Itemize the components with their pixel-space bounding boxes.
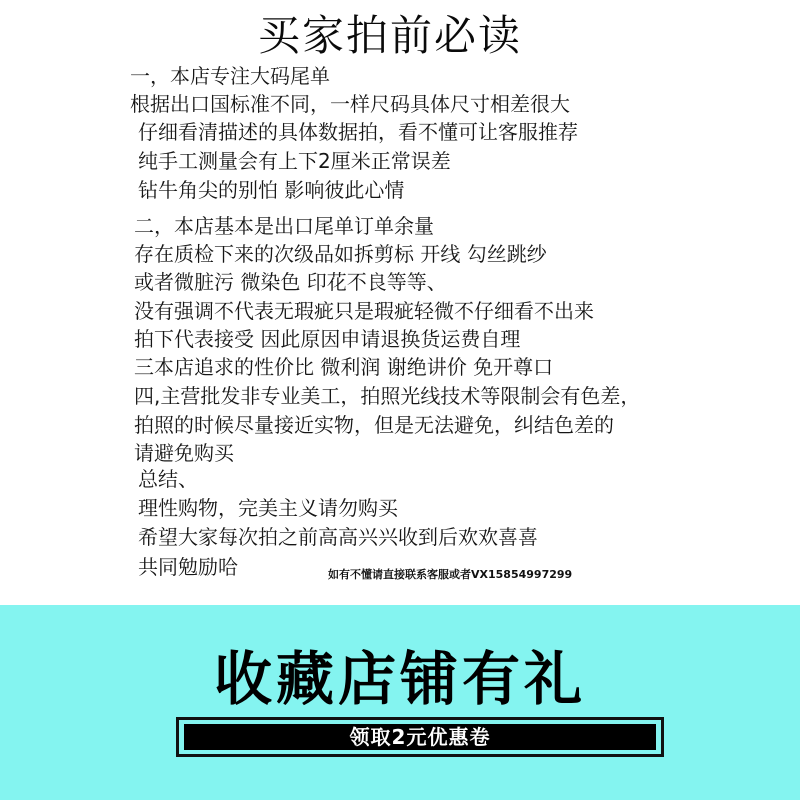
- coupon-label: 领取2元优惠卷: [184, 724, 656, 750]
- notice-line: 理性购物，完美主义请勿购买: [138, 496, 398, 520]
- notice-title: 买家拍前必读: [257, 11, 522, 60]
- notice-line: 总结、: [138, 467, 198, 491]
- notice-line: 没有强调不代表无瑕疵只是瑕疵轻微不仔细看不出来: [134, 299, 594, 323]
- notice-line: 拍照的时候尽量接近实物，但是无法避免，纠结色差的: [134, 413, 614, 437]
- notice-line: 根据出口国标准不同，一样尺码具体尺寸相差很大: [130, 92, 570, 116]
- notice-line: 或者微脏污 微染色 印花不良等等、: [134, 270, 447, 294]
- notice-line: 一，本店专注大码尾单: [130, 64, 330, 88]
- contact-note: 如有不懂请直接联系客服或者VX15854997299: [328, 568, 573, 581]
- notice-line: 请避免购买: [134, 441, 234, 465]
- notice-line: 二，本店基本是出口尾单订单余量: [134, 214, 434, 238]
- notice-line: 拍下代表接受 因此原因申请退换货运费自理: [134, 327, 521, 351]
- notice-line: 三本店追求的性价比 微利润 谢绝讲价 免开尊口: [134, 355, 554, 379]
- notice-line: 存在质检下来的次级品如拆剪标 开线 勾丝跳纱: [134, 242, 547, 266]
- notice-line: 希望大家每次拍之前高高兴兴收到后欢欢喜喜: [138, 525, 538, 549]
- notice-line: 钻牛角尖的别怕 影响彼此心情: [138, 178, 405, 202]
- coupon-button[interactable]: [176, 717, 664, 757]
- banner-title: 收藏店铺有礼: [213, 645, 586, 713]
- notice-line: 四,主营批发非专业美工，拍照光线技术等限制会有色差，: [134, 384, 641, 408]
- notice-line: 共同勉励哈: [138, 555, 238, 579]
- notice-line: 仔细看清描述的具体数据拍，看不懂可让客服推荐: [138, 120, 578, 144]
- notice-line: 纯手工测量会有上下2厘米正常误差: [138, 149, 451, 173]
- favorite-shop-banner[interactable]: [0, 605, 800, 800]
